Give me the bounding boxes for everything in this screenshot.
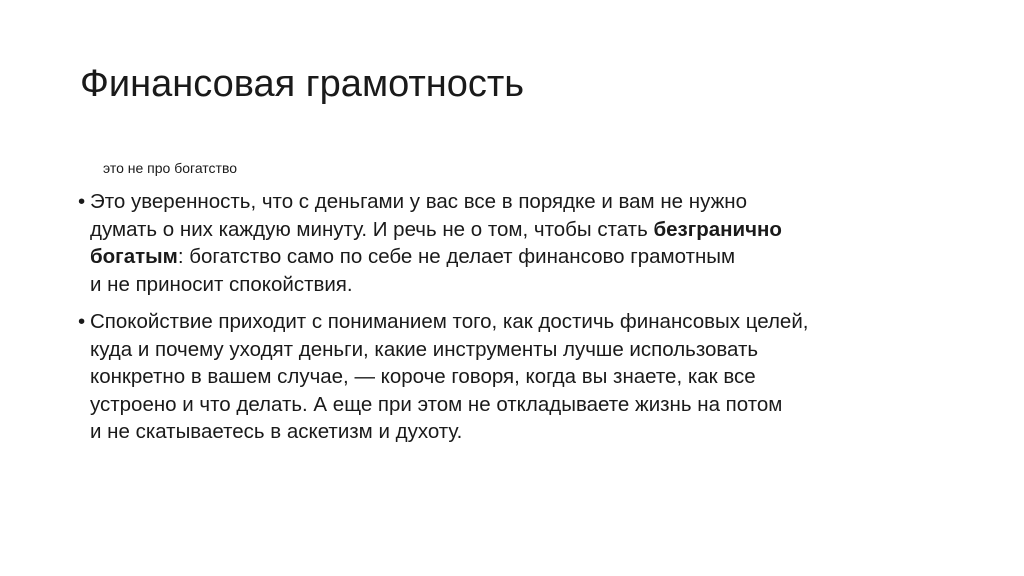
bullet-line xyxy=(90,243,978,271)
text-run: Это уверенность, что с деньгами у вас все в порядке и вам не нужно xyxy=(90,190,748,213)
text-run: думать о них каждую минуту. И речь не о том, чтобы стать xyxy=(90,217,654,241)
bullet-marker: • xyxy=(78,190,86,213)
text-run: и не приносит спокойствия. xyxy=(90,272,353,296)
bullet-item-calm xyxy=(78,308,978,446)
text-run: : богатство само по себе не делает финансово грамотным xyxy=(177,245,736,268)
bullet-marker: • xyxy=(78,310,86,333)
bullet-item-confidence xyxy=(78,188,978,298)
bullet-line xyxy=(90,391,978,419)
text-run: и не скатываетесь в аскетизм и духоту. xyxy=(90,420,463,443)
bullet-line xyxy=(90,363,978,391)
bullet-line xyxy=(90,336,978,364)
bullet-line xyxy=(90,308,978,336)
text-run: куда и почему уходят деньги, какие инструменты лучше использовать xyxy=(90,337,759,361)
bullet-line xyxy=(90,271,978,299)
bold-text-run: богатым xyxy=(90,245,178,268)
bullet-list xyxy=(78,188,978,456)
text-run: устроено и что делать. А еще при этом не откладываете жизнь на потом xyxy=(90,392,783,416)
bullet-line xyxy=(90,418,978,446)
text-run: конкретно в вашем случае, — короче говоря, когда вы знаете, как все xyxy=(90,365,756,388)
bullet-line xyxy=(90,188,978,216)
slide-subheading: это не про богатство xyxy=(103,160,238,176)
text-run: Спокойствие приходит с пониманием того, как достичь финансовых целей, xyxy=(90,310,809,333)
bold-text-run: безгранично xyxy=(653,217,782,241)
bullet-line xyxy=(90,216,978,244)
slide-title: Финансовая грамотность xyxy=(80,63,525,105)
